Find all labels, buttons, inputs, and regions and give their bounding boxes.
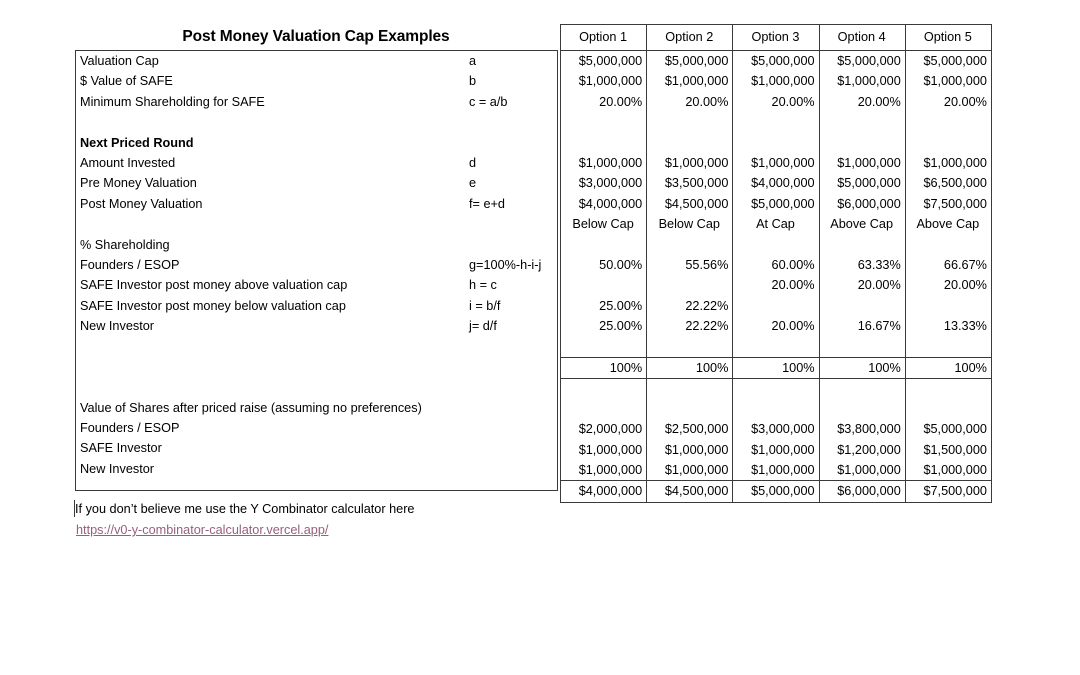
option-values-grid	[560, 24, 992, 503]
table-row	[561, 235, 992, 255]
label-row	[76, 214, 557, 234]
cell-r13-c4[interactable]	[819, 296, 905, 316]
cell-r18-c5[interactable]	[905, 399, 991, 419]
table-row	[561, 378, 992, 398]
table-row	[561, 51, 992, 72]
cell-r12-c1[interactable]	[561, 275, 647, 295]
cell-r12-c5[interactable]: 20.00%	[905, 275, 991, 295]
row-label: Pre Money Valuation	[80, 176, 197, 191]
label-row	[76, 112, 557, 132]
row-formula: b	[469, 74, 477, 89]
cell-r4-c1[interactable]	[561, 112, 647, 132]
column-header-5: Option 5	[905, 25, 991, 51]
label-row	[76, 153, 557, 173]
cell-r18-c4[interactable]	[819, 399, 905, 419]
cell-r12-c2[interactable]	[647, 275, 733, 295]
cell-r13-c1[interactable]: 25.00%	[561, 296, 647, 316]
cell-r22-c1[interactable]: $4,000,000	[561, 481, 647, 502]
row-label: SAFE Investor	[80, 441, 162, 456]
row-formula: c = a/b	[469, 94, 508, 109]
cell-r17-c2[interactable]	[647, 378, 733, 398]
cell-r20-c4[interactable]: $1,200,000	[819, 440, 905, 460]
cell-r2-c4[interactable]: $1,000,000	[819, 71, 905, 91]
table-row	[561, 399, 992, 419]
label-row	[76, 173, 557, 193]
column-header-2: Option 2	[647, 25, 733, 51]
cell-r17-c4[interactable]	[819, 378, 905, 398]
column-header-4: Option 4	[819, 25, 905, 51]
cell-r15-c2[interactable]	[647, 337, 733, 357]
cell-r9-c5[interactable]: Above Cap	[905, 214, 991, 234]
table-row	[561, 481, 992, 502]
table-row	[561, 419, 992, 439]
cell-r1-c1[interactable]: $5,000,000	[561, 51, 647, 72]
cell-r12-c3[interactable]: 20.00%	[733, 275, 819, 295]
cell-r1-c2[interactable]: $5,000,000	[647, 51, 733, 72]
row-label: Valuation Cap	[80, 54, 159, 68]
cell-r21-c5[interactable]: $1,000,000	[905, 460, 991, 481]
label-row	[76, 133, 557, 153]
cell-r2-c3[interactable]: $1,000,000	[733, 71, 819, 91]
table-row	[561, 133, 992, 153]
cell-r15-c1[interactable]	[561, 337, 647, 357]
label-row	[76, 275, 557, 295]
cell-r9-c3[interactable]: At Cap	[733, 214, 819, 234]
row-label: Founders / ESOP	[80, 421, 180, 436]
label-row	[76, 235, 557, 255]
cell-r9-c2[interactable]: Below Cap	[647, 214, 733, 234]
cell-r21-c3[interactable]: $1,000,000	[733, 460, 819, 481]
cell-r10-c5[interactable]	[905, 235, 991, 255]
row-label: SAFE Investor post money above valuation cap	[80, 278, 348, 293]
cell-r14-c5[interactable]: 13.33%	[905, 316, 991, 336]
table-row	[561, 112, 992, 132]
row-label: Next Priced Round	[80, 135, 194, 150]
cell-r10-c3[interactable]	[733, 235, 819, 255]
cell-r5-c5[interactable]	[905, 133, 991, 153]
cell-r13-c3[interactable]	[733, 296, 819, 316]
table-row	[561, 316, 992, 336]
table-row	[561, 173, 992, 193]
table-body	[561, 51, 992, 503]
cell-r14-c4[interactable]: 16.67%	[819, 316, 905, 336]
label-row	[76, 357, 557, 377]
cell-r9-c4[interactable]: Above Cap	[819, 214, 905, 234]
table-row	[561, 71, 992, 91]
cell-r12-c4[interactable]: 20.00%	[819, 275, 905, 295]
label-row	[76, 377, 557, 397]
cell-r13-c2[interactable]: 22.22%	[647, 296, 733, 316]
cell-r14-c3[interactable]: 20.00%	[733, 316, 819, 336]
table-row	[561, 460, 992, 481]
cell-r5-c2[interactable]	[647, 133, 733, 153]
cell-r18-c1[interactable]	[561, 399, 647, 419]
cell-r21-c4[interactable]: $1,000,000	[819, 460, 905, 481]
table-row	[561, 194, 992, 214]
cell-r21-c2[interactable]: $1,000,000	[647, 460, 733, 481]
cell-r22-c5[interactable]: $7,500,000	[905, 481, 991, 502]
label-row	[76, 438, 557, 458]
cell-r22-c4[interactable]: $6,000,000	[819, 481, 905, 502]
label-row	[76, 51, 557, 71]
label-row	[76, 71, 557, 91]
cell-r6-c5[interactable]: $1,000,000	[905, 153, 991, 173]
footer-note-text: If you don’t believe me use the Y Combinator calculator here	[75, 502, 415, 516]
row-formula: a	[469, 54, 477, 68]
cell-r7-c3[interactable]: $4,000,000	[733, 173, 819, 193]
cell-r11-c3[interactable]: 60.00%	[733, 255, 819, 275]
table-row	[561, 440, 992, 460]
table-row	[561, 92, 992, 112]
row-formula: h = c	[469, 278, 497, 293]
label-row	[76, 316, 557, 336]
calculator-link[interactable]: https://v0-y-combinator-calculator.vercel.app/	[76, 523, 329, 537]
cell-r5-c1[interactable]	[561, 133, 647, 153]
cell-r7-c4[interactable]: $5,000,000	[819, 173, 905, 193]
cell-r18-c2[interactable]	[647, 399, 733, 419]
cell-r20-c5[interactable]: $1,500,000	[905, 440, 991, 460]
label-row	[76, 418, 557, 438]
cell-r8-c1[interactable]: $4,000,000	[561, 194, 647, 214]
cell-r11-c2[interactable]: 55.56%	[647, 255, 733, 275]
column-header-1: Option 1	[561, 25, 647, 51]
cell-r3-c3[interactable]: 20.00%	[733, 92, 819, 112]
column-header-3: Option 3	[733, 25, 819, 51]
cell-r6-c1[interactable]: $1,000,000	[561, 153, 647, 173]
table-row	[561, 296, 992, 316]
cell-r5-c4[interactable]	[819, 133, 905, 153]
label-row	[76, 194, 557, 214]
row-formula: d	[469, 155, 477, 170]
cell-r11-c4[interactable]: 63.33%	[819, 255, 905, 275]
cell-r8-c2[interactable]: $4,500,000	[647, 194, 733, 214]
cell-r19-c1[interactable]: $2,000,000	[561, 419, 647, 439]
cell-r16-c5[interactable]: 100%	[905, 357, 991, 378]
cell-r8-c4[interactable]: $6,000,000	[819, 194, 905, 214]
cell-r6-c4[interactable]: $1,000,000	[819, 153, 905, 173]
cell-r5-c3[interactable]	[733, 133, 819, 153]
row-label: $ Value of SAFE	[80, 74, 173, 89]
table-header-row	[561, 25, 992, 51]
cell-r14-c2[interactable]: 22.22%	[647, 316, 733, 336]
cell-r4-c5[interactable]	[905, 112, 991, 132]
cell-r15-c3[interactable]	[733, 337, 819, 357]
cell-r16-c3[interactable]: 100%	[733, 357, 819, 378]
row-label: Minimum Shareholding for SAFE	[80, 94, 265, 109]
page-title: Post Money Valuation Cap Examples	[182, 28, 450, 45]
cell-r6-c3[interactable]: $1,000,000	[733, 153, 819, 173]
row-label: Post Money Valuation	[80, 196, 203, 211]
label-row	[76, 255, 557, 275]
label-row	[76, 296, 557, 316]
row-formula: j= d/f	[469, 319, 497, 334]
cell-r17-c1[interactable]	[561, 378, 647, 398]
row-formula: e	[469, 176, 477, 191]
table-row	[561, 255, 992, 275]
table-row	[561, 275, 992, 295]
cell-r19-c3[interactable]: $3,000,000	[733, 419, 819, 439]
row-label: % Shareholding	[80, 237, 170, 252]
row-label-block	[75, 50, 558, 491]
cell-r13-c5[interactable]	[905, 296, 991, 316]
label-row	[76, 398, 557, 418]
cell-r20-c1[interactable]: $1,000,000	[561, 440, 647, 460]
cell-r1-c3[interactable]: $5,000,000	[733, 51, 819, 72]
cell-r4-c2[interactable]	[647, 112, 733, 132]
label-row	[76, 92, 557, 112]
footer-note	[75, 499, 414, 519]
table-row	[561, 337, 992, 357]
cell-r7-c5[interactable]: $6,500,000	[905, 173, 991, 193]
row-label: New Investor	[80, 461, 155, 476]
cell-r16-c2[interactable]: 100%	[647, 357, 733, 378]
row-label: SAFE Investor post money below valuation cap	[80, 298, 346, 313]
cell-r9-c1[interactable]: Below Cap	[561, 214, 647, 234]
cell-r16-c4[interactable]: 100%	[819, 357, 905, 378]
cell-r14-c1[interactable]: 25.00%	[561, 316, 647, 336]
cell-r18-c3[interactable]	[733, 399, 819, 419]
cell-r2-c2[interactable]: $1,000,000	[647, 71, 733, 91]
table-row	[561, 153, 992, 173]
cell-r19-c4[interactable]: $3,800,000	[819, 419, 905, 439]
row-formula: i = b/f	[469, 298, 501, 313]
label-row	[76, 459, 557, 479]
cell-r19-c5[interactable]: $5,000,000	[905, 419, 991, 439]
cell-r4-c4[interactable]	[819, 112, 905, 132]
cell-r10-c1[interactable]	[561, 235, 647, 255]
cell-r15-c5[interactable]	[905, 337, 991, 357]
row-label: Founders / ESOP	[80, 257, 180, 272]
cell-r2-c1[interactable]: $1,000,000	[561, 71, 647, 91]
row-label: New Investor	[80, 319, 155, 334]
cell-r15-c4[interactable]	[819, 337, 905, 357]
cell-r17-c3[interactable]	[733, 378, 819, 398]
cell-r7-c2[interactable]: $3,500,000	[647, 173, 733, 193]
cell-r8-c5[interactable]: $7,500,000	[905, 194, 991, 214]
cell-r16-c1[interactable]: 100%	[561, 357, 647, 378]
cell-r3-c5[interactable]: 20.00%	[905, 92, 991, 112]
cell-r1-c5[interactable]: $5,000,000	[905, 51, 991, 72]
row-label: Value of Shares after priced raise (assuming no preferences)	[80, 400, 422, 415]
cell-r10-c4[interactable]	[819, 235, 905, 255]
cell-r22-c3[interactable]: $5,000,000	[733, 481, 819, 502]
cell-r3-c4[interactable]: 20.00%	[819, 92, 905, 112]
cell-r20-c2[interactable]: $1,000,000	[647, 440, 733, 460]
cell-r2-c5[interactable]: $1,000,000	[905, 71, 991, 91]
label-row	[76, 336, 557, 356]
cell-r7-c1[interactable]: $3,000,000	[561, 173, 647, 193]
row-label: Amount Invested	[80, 155, 176, 170]
cell-r11-c5[interactable]: 66.67%	[905, 255, 991, 275]
cell-r3-c1[interactable]: 20.00%	[561, 92, 647, 112]
table-row	[561, 214, 992, 234]
row-formula: g=100%-h-i-j	[469, 257, 542, 272]
cell-r1-c4[interactable]: $5,000,000	[819, 51, 905, 72]
cell-r6-c2[interactable]: $1,000,000	[647, 153, 733, 173]
cell-r3-c2[interactable]: 20.00%	[647, 92, 733, 112]
cell-r10-c2[interactable]	[647, 235, 733, 255]
table-row	[561, 357, 992, 378]
cell-r4-c3[interactable]	[733, 112, 819, 132]
row-formula: f= e+d	[469, 196, 505, 211]
cell-r22-c2[interactable]: $4,500,000	[647, 481, 733, 502]
cell-r19-c2[interactable]: $2,500,000	[647, 419, 733, 439]
cell-r20-c3[interactable]: $1,000,000	[733, 440, 819, 460]
cell-r17-c5[interactable]	[905, 378, 991, 398]
cell-r21-c1[interactable]: $1,000,000	[561, 460, 647, 481]
cell-r11-c1[interactable]: 50.00%	[561, 255, 647, 275]
cell-r8-c3[interactable]: $5,000,000	[733, 194, 819, 214]
footer-left-rule	[74, 500, 75, 517]
